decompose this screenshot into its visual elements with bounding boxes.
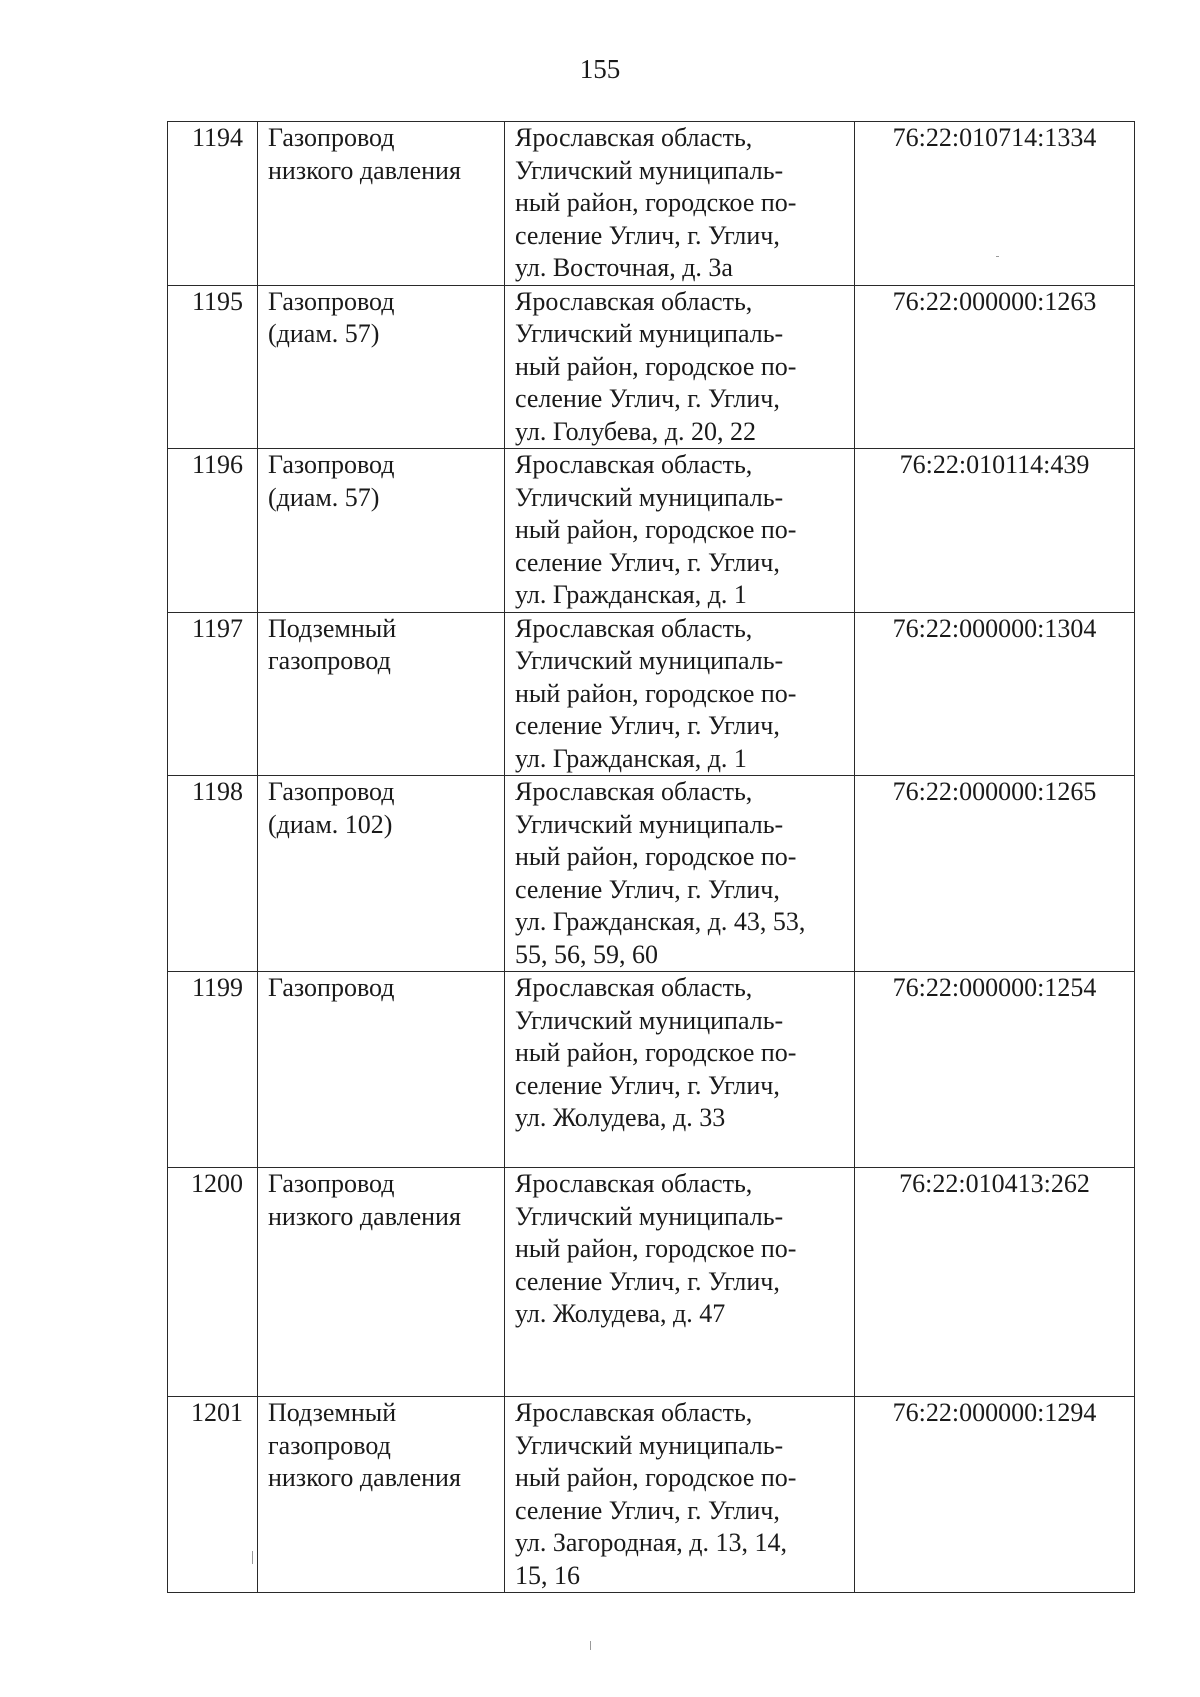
address-line: Ярославская область, — [515, 973, 753, 1002]
object-address — [505, 1397, 855, 1593]
object-name-line: низкого давления — [268, 155, 461, 185]
address-line: ул. Гражданская, д. 1 — [515, 743, 747, 773]
address-line: Угличский муниципаль- — [515, 1201, 784, 1231]
address-line: ный район, городское по- — [515, 678, 797, 708]
object-address — [505, 1168, 855, 1397]
object-name-line: Газопровод — [268, 123, 395, 152]
row-number: 1194 — [168, 122, 258, 286]
object-name-line: Газопровод — [268, 1169, 395, 1198]
scan-speck — [996, 256, 999, 257]
scan-speck — [252, 1551, 253, 1564]
object-name-line: Подземный — [268, 1398, 397, 1427]
object-name — [258, 122, 505, 286]
object-name-line: низкого давления — [268, 1463, 461, 1492]
address-line: ный район, городское по- — [515, 1038, 797, 1067]
address-line: Ярославская область, — [515, 450, 753, 479]
cadastral-number: 76:22:000000:1263 — [855, 285, 1135, 449]
address-line: ный район, городское по- — [515, 351, 797, 381]
cadastral-number: 76:22:010114:439 — [855, 449, 1135, 613]
object-address — [505, 122, 855, 286]
address-line: селение Углич, г. Углич, — [515, 1266, 780, 1296]
address-line: Угличский муниципаль- — [515, 646, 784, 675]
table-row — [168, 1397, 1135, 1593]
address-line: селение Углич, г. Углич, — [515, 1495, 780, 1525]
address-line: ул. Голубева, д. 20, 22 — [515, 416, 756, 446]
address-line: селение Углич, г. Углич, — [515, 384, 780, 413]
object-name-line: газопровод — [268, 646, 391, 675]
object-name — [258, 1397, 505, 1593]
table-row — [168, 285, 1135, 449]
address-line: ный район, городское по- — [515, 1463, 797, 1492]
object-address — [505, 612, 855, 776]
address-line: Угличский муниципаль- — [515, 1430, 784, 1460]
object-name-line: Газопровод — [268, 777, 395, 806]
address-line: Ярославская область, — [515, 1169, 753, 1198]
address-line: ул. Жолудева, д. 33 — [515, 1103, 726, 1132]
registry-table — [167, 121, 1135, 1593]
object-name — [258, 285, 505, 449]
object-name-line: Газопровод — [268, 973, 395, 1002]
cadastral-number: 76:22:010413:262 — [855, 1168, 1135, 1397]
object-name-line: Газопровод — [268, 286, 395, 316]
cadastral-number: 76:22:000000:1294 — [855, 1397, 1135, 1593]
address-line: Угличский муниципаль- — [515, 482, 784, 512]
object-name-line: низкого давления — [268, 1201, 461, 1231]
object-name-line: газопровод — [268, 1430, 391, 1460]
object-name — [258, 1168, 505, 1397]
row-number: 1199 — [168, 972, 258, 1168]
address-line: селение Углич, г. Углич, — [515, 220, 780, 250]
object-address — [505, 776, 855, 972]
cadastral-number: 76:22:010714:1334 — [855, 122, 1135, 286]
address-line: ул. Гражданская, д. 43, 53, — [515, 907, 806, 936]
cadastral-number: 76:22:000000:1254 — [855, 972, 1135, 1168]
address-line: 15, 16 — [515, 1560, 580, 1590]
table-row — [168, 1168, 1135, 1397]
address-line: ул. Восточная, д. 3а — [515, 253, 733, 282]
address-line: селение Углич, г. Углич, — [515, 711, 780, 740]
object-address — [505, 285, 855, 449]
address-line: Угличский муниципаль- — [515, 319, 784, 348]
address-line: селение Углич, г. Углич, — [515, 874, 780, 904]
address-line: селение Углич, г. Углич, — [515, 547, 780, 577]
object-name-line: Подземный — [268, 613, 397, 643]
address-line: Угличский муниципаль- — [515, 155, 784, 185]
object-name — [258, 776, 505, 972]
address-line: ул. Загородная, д. 13, 14, — [515, 1528, 788, 1557]
address-line: Угличский муниципаль- — [515, 809, 784, 839]
row-number: 1200 — [168, 1168, 258, 1397]
object-name-line: (диам. 102) — [268, 809, 393, 839]
object-name — [258, 449, 505, 613]
row-number: 1198 — [168, 776, 258, 972]
address-line: ул. Жолудева, д. 47 — [515, 1299, 726, 1328]
object-name-line: (диам. 57) — [268, 482, 380, 512]
address-line: селение Углич, г. Углич, — [515, 1070, 780, 1100]
address-line: ул. Гражданская, д. 1 — [515, 580, 747, 609]
table-row — [168, 612, 1135, 776]
address-line: ный район, городское по- — [515, 1234, 797, 1263]
row-number: 1197 — [168, 612, 258, 776]
address-line: Угличский муниципаль- — [515, 1005, 784, 1035]
address-line: Ярославская область, — [515, 613, 753, 643]
object-name-line: (диам. 57) — [268, 319, 380, 348]
scan-speck — [590, 1641, 591, 1650]
row-number: 1201 — [168, 1397, 258, 1593]
table-row — [168, 122, 1135, 286]
cadastral-number: 76:22:000000:1265 — [855, 776, 1135, 972]
address-line: ный район, городское по- — [515, 515, 797, 544]
address-line: ный район, городское по- — [515, 842, 797, 871]
object-address — [505, 972, 855, 1168]
address-line: ный район, городское по- — [515, 188, 797, 217]
address-line: Ярославская область, — [515, 286, 753, 316]
address-line: Ярославская область, — [515, 123, 753, 152]
page-number: 155 — [579, 54, 621, 84]
cadastral-number: 76:22:000000:1304 — [855, 612, 1135, 776]
address-line: 55, 56, 59, 60 — [515, 939, 658, 969]
row-number: 1196 — [168, 449, 258, 613]
object-name — [258, 972, 505, 1168]
object-address — [505, 449, 855, 613]
registry-table-body — [168, 122, 1135, 1593]
object-name — [258, 612, 505, 776]
row-number: 1195 — [168, 285, 258, 449]
object-name-line: Газопровод — [268, 450, 395, 479]
address-line: Ярославская область, — [515, 1398, 753, 1427]
address-line: Ярославская область, — [515, 777, 753, 806]
table-row — [168, 972, 1135, 1168]
table-row — [168, 776, 1135, 972]
table-row — [168, 449, 1135, 613]
